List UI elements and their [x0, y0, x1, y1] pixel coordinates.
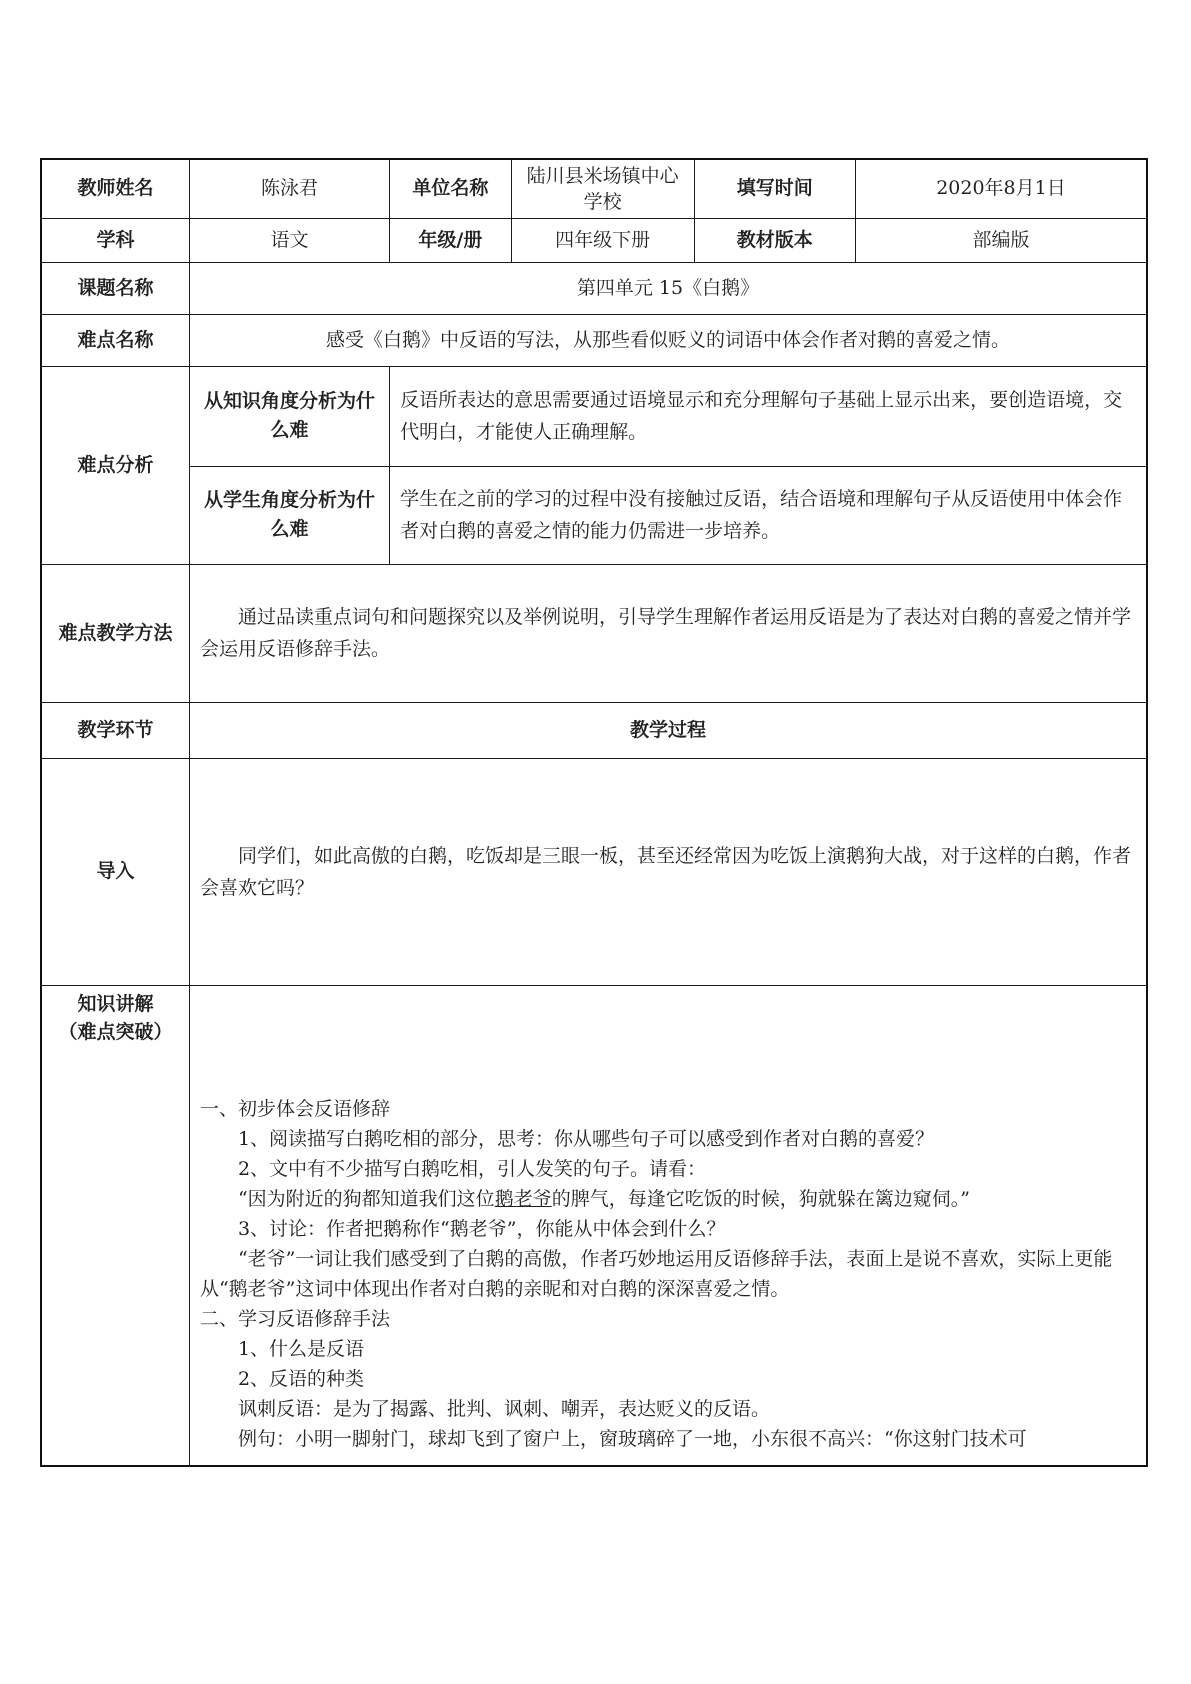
section2-title: 二、学习反语修辞手法	[199, 1307, 390, 1330]
grade-value: 四年级下册	[511, 218, 694, 262]
knowledge-angle-label: 从知识角度分析为什么难	[189, 366, 389, 466]
quote-part-a: “因为附近的狗都知道我们这位	[237, 1187, 495, 1210]
quote-part-b: 的脾气，每逢它吃饭的时候，狗就躲在篱边窥伺。”	[551, 1187, 970, 1210]
quote-underlined: 鹅老爷	[494, 1187, 552, 1210]
lesson-content-body	[200, 1094, 1136, 1465]
header-row-2	[41, 218, 1147, 262]
intro-row	[41, 758, 1147, 985]
section1-title: 一、初步体会反语修辞	[199, 1097, 390, 1120]
method-label: 难点教学方法	[41, 564, 189, 702]
difficulty-value: 感受《白鹅》中反语的写法，从那些看似贬义的词语中体会作者对鹅的喜爱之情。	[189, 314, 1147, 366]
process-header: 教学过程	[189, 702, 1147, 758]
student-angle-text: 学生在之前的学习的过程中没有接触过反语，结合语境和理解句子从反语使用中体会作者对白鹅的喜爱之情的能力仍需进一步培养。	[390, 466, 1147, 564]
stage-header: 教学环节	[41, 702, 189, 758]
lesson-row	[41, 985, 1147, 1466]
fill-date-label: 填写时间	[694, 159, 855, 218]
header-row-1	[41, 159, 1147, 218]
analysis-row-student	[41, 466, 1147, 564]
topic-value: 第四单元 15《白鹅》	[189, 262, 1147, 314]
method-text: 通过品读重点词句和问题探究以及举例说明，引导学生理解作者运用反语是为了表达对白鹅的喜爱之情并学会运用反语修辞手法。	[189, 564, 1147, 702]
section2-item2: 2、反语的种类	[237, 1367, 365, 1390]
analysis-row-knowledge	[41, 366, 1147, 466]
subject-value: 语文	[189, 218, 389, 262]
lesson-content	[189, 985, 1147, 1466]
lesson-label	[41, 985, 189, 1466]
lesson-plan-table	[40, 158, 1148, 1467]
edition-value: 部编版	[855, 218, 1147, 262]
unit-name-value: 陆川县米场镇中心学校	[511, 159, 694, 218]
section1-quote	[200, 1184, 1136, 1214]
section1-item1: 1、阅读描写白鹅吃相的部分，思考：你从哪些句子可以感受到作者对白鹅的喜爱？	[237, 1127, 935, 1150]
subject-label: 学科	[41, 218, 189, 262]
method-row	[41, 564, 1147, 702]
student-angle-label: 从学生角度分析为什么难	[189, 466, 389, 564]
difficulty-row	[41, 314, 1147, 366]
analysis-label: 难点分析	[41, 366, 189, 564]
unit-name-label: 单位名称	[390, 159, 512, 218]
section1-explanation: “老爷”一词让我们感受到了白鹅的高傲，作者巧妙地运用反语修辞手法，表面上是说不喜欢，实际上更能从“鹅老爷”这词中体现出作者对白鹅的亲昵和对白鹅的深深喜爱之情。	[199, 1247, 1113, 1300]
lesson-label-line1: 知识讲解	[77, 992, 154, 1015]
difficulty-label: 难点名称	[41, 314, 189, 366]
teacher-name-label: 教师姓名	[41, 159, 189, 218]
intro-label: 导入	[41, 758, 189, 985]
teacher-name-value: 陈泳君	[189, 159, 389, 218]
topic-row	[41, 262, 1147, 314]
edition-label: 教材版本	[694, 218, 855, 262]
grade-label: 年级/册	[390, 218, 512, 262]
section2-example: 例句：小明一脚射门，球却飞到了窗户上，窗玻璃碎了一地，小东很不高兴：“你这射门技术可	[237, 1427, 1027, 1450]
section2-item1: 1、什么是反语	[237, 1337, 365, 1360]
fill-date-value: 2020年8月1日	[855, 159, 1147, 218]
section2-irony-def: 讽刺反语：是为了揭露、批判、讽刺、嘲弄，表达贬义的反语。	[237, 1397, 770, 1420]
intro-text: 同学们，如此高傲的白鹅，吃饭却是三眼一板，甚至还经常因为吃饭上演鹅狗大战，对于这样的白鹅，作者会喜欢它吗？	[189, 758, 1147, 985]
section1-item2: 2、文中有不少描写白鹅吃相，引人发笑的句子。请看：	[237, 1157, 707, 1180]
knowledge-angle-text: 反语所表达的意思需要通过语境显示和充分理解句子基础上显示出来，要创造语境，交代明白，才能使人正确理解。	[390, 366, 1147, 466]
section1-item3: 3、讨论：作者把鹅称作“鹅老爷”，你能从中体会到什么？	[237, 1217, 726, 1240]
lesson-label-line2: （难点突破）	[58, 1020, 173, 1043]
process-header-row	[41, 702, 1147, 758]
topic-label: 课题名称	[41, 262, 189, 314]
